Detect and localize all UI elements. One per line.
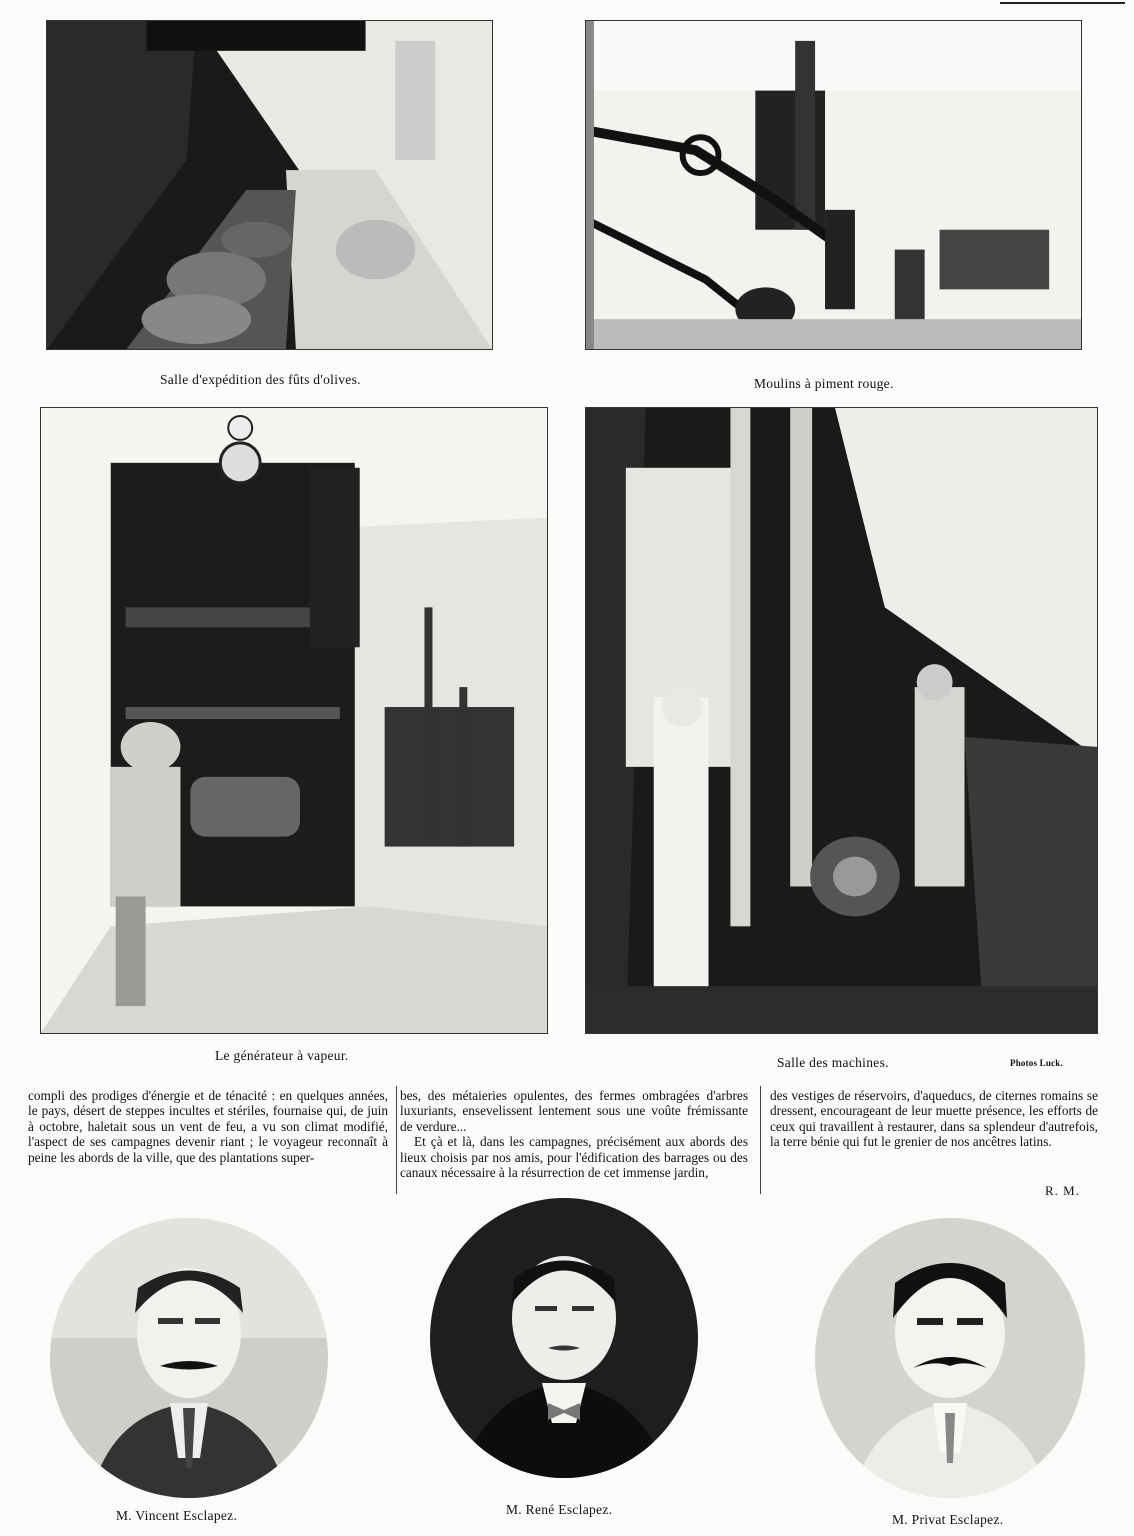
portrait-rene-esclapez — [430, 1198, 698, 1478]
article-paragraph: Et çà et là, dans les campagnes, précisément aux abords des lieux choisis par nos amis, pour l'édification des barrages ou des canaux nécessaire à la résurrection de cet immense jardin, — [400, 1134, 748, 1181]
photo-salle-expedition — [46, 20, 493, 350]
caption-salle-machines: Salle des machines. — [777, 1055, 889, 1070]
caption-moulins: Moulins à piment rouge. — [754, 376, 894, 391]
photo-salle-machines — [585, 407, 1098, 1034]
caption-portrait-rene: M. René Esclapez. — [506, 1502, 613, 1517]
portrait-vincent-esclapez — [50, 1218, 328, 1498]
photo-credit: Photos Luck. — [1010, 1058, 1063, 1068]
article-paragraph: des vestiges de réservoirs, d'aqueducs, de citernes romains se dressent, encourageant de leur muette présence, les efforts de ceux qui travaillent à restaurer, dans sa splendeur d'autrefois, la terre bénie qui fut le grenier de nos ancêtres latins. — [770, 1088, 1098, 1150]
photo-moulins — [585, 20, 1082, 350]
caption-generateur: Le générateur à vapeur. — [215, 1048, 349, 1063]
article-signature: R. M. — [1045, 1183, 1080, 1198]
article-column-1 — [28, 1088, 388, 1165]
article-column-3 — [770, 1088, 1098, 1150]
caption-portrait-privat: M. Privat Esclapez. — [892, 1512, 1004, 1527]
article-paragraph: compli des prodiges d'énergie et de ténacité : en quelques années, le pays, désert de steppes incultes et stériles, fournaise qui, de juin à octobre, haletait sous un vent de feu, a vu son climat modifié, l'aspect de ses campagnes devenir riant ; le voyageur reconnaît à peine les abords de la ville, que des plantations super- — [28, 1088, 388, 1165]
caption-portrait-vincent: M. Vincent Esclapez. — [116, 1508, 238, 1523]
caption-salle-expedition: Salle d'expédition des fûts d'olives. — [160, 372, 361, 387]
portrait-privat-esclapez — [815, 1218, 1085, 1498]
column-rule — [760, 1086, 761, 1194]
photo-generateur — [40, 407, 548, 1034]
article-column-2 — [400, 1088, 748, 1180]
article-paragraph: bes, des métaieries opulentes, des fermes ombragées d'arbres luxuriants, ensevelissent lentement sous une voûte frémissante de verdure... — [400, 1088, 748, 1134]
top-rule — [1000, 2, 1125, 4]
column-rule — [396, 1086, 397, 1194]
